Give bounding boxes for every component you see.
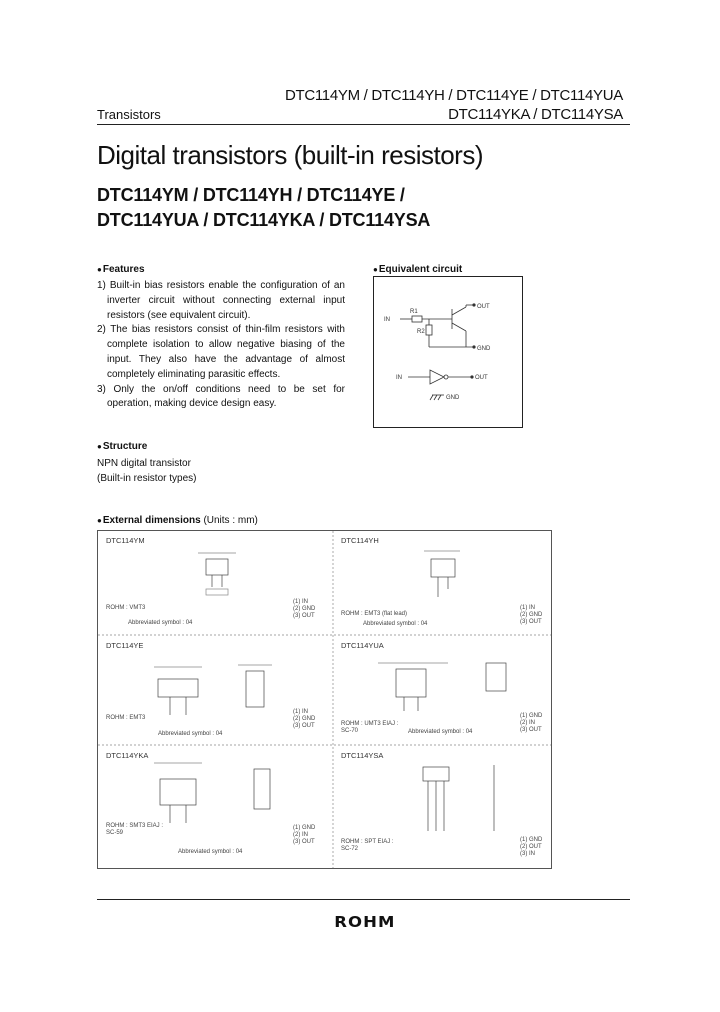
dim-cell-5-pkg: ROHM : SMT3 EIAJ : SC-59 <box>106 823 164 836</box>
features-list <box>97 279 345 412</box>
dim-cell-1-name: DTC114YM <box>106 536 145 545</box>
dim-cell-5-pin-2: (2) IN <box>293 832 308 838</box>
eq-label-r2: R2 <box>417 329 425 335</box>
dim-cell-4-pin-3: (3) OUT <box>520 727 542 733</box>
dim-cell-3-pin-1: (1) IN <box>293 709 308 715</box>
dim-cell-1-pin-2: (2) GND <box>293 606 316 612</box>
dim-cell-3-pin-3: (3) OUT <box>293 723 315 729</box>
external-dimensions-heading <box>97 515 258 526</box>
dim-cell-6-pin-3: (3) IN <box>520 851 535 857</box>
feature-item-1: 1) Built-in bias resistors enable the configuration of an inverter circuit without connecting external input resistors (see equivalent circuit). <box>97 280 345 321</box>
dim-cell-6-pins <box>520 837 542 858</box>
footer-rule <box>97 899 630 900</box>
dim-cell-5-pin-3: (3) OUT <box>293 839 315 845</box>
dim-cell-5-pins <box>293 825 315 846</box>
structure-heading: ● Structure <box>97 441 147 452</box>
dim-cell-2-pin-1: (1) IN <box>520 605 535 611</box>
dimensions-drawings <box>98 531 551 868</box>
eq-label-out-2: OUT <box>475 375 488 381</box>
dim-cell-5-name: DTC114YKA <box>106 751 149 760</box>
dim-cell-1-pin-3: (3) OUT <box>293 613 315 619</box>
dim-cell-3-sym: Abbreviated symbol : 04 <box>158 731 223 737</box>
dim-cell-1-pin-1: (1) IN <box>293 599 308 605</box>
rohm-logo: ROHM <box>334 913 396 931</box>
dim-cell-6-pin-2: (2) OUT <box>520 844 542 850</box>
header-part-numbers-line1: DTC114YM / DTC114YH / DTC114YE / DTC114YUA <box>284 87 623 104</box>
dim-cell-3-pkg: ROHM : EMT3 <box>106 715 146 721</box>
dim-cell-1-pkg: ROHM : VMT3 <box>106 605 146 611</box>
dim-cell-4-pin-2: (2) IN <box>520 720 535 726</box>
dim-cell-1-sym: Abbreviated symbol : 04 <box>128 620 193 626</box>
dim-cell-4-pins <box>520 713 542 734</box>
equivalent-circuit-diagram <box>374 277 522 427</box>
eq-label-gnd-2: GND <box>446 395 460 401</box>
structure-line1: NPN digital transistor <box>97 458 191 469</box>
equivalent-circuit-heading: ● Equivalent circuit <box>373 264 462 275</box>
dim-cell-2-pins <box>520 605 542 626</box>
dim-cell-1-pins <box>293 599 315 620</box>
structure-line2: (Built-in resistor types) <box>97 473 197 484</box>
dim-cell-2-sym: Abbreviated symbol : 04 <box>363 621 428 627</box>
dim-cell-2-pkg: ROHM : EMT3 (flat lead) <box>341 611 408 617</box>
dim-cell-4-name: DTC114YUA <box>341 641 384 650</box>
features-heading: ● Features <box>97 264 145 275</box>
dim-cell-4-pkg: ROHM : UMT3 EIAJ : SC-70 <box>341 721 399 734</box>
equivalent-circuit-box <box>373 276 523 428</box>
header-part-numbers-line2: DTC114YKA / DTC114YSA <box>448 106 623 123</box>
eq-label-gnd: GND <box>477 346 491 352</box>
dim-cell-5-sym: Abbreviated symbol : 04 <box>178 849 243 855</box>
eq-label-out: OUT <box>477 304 490 310</box>
eq-label-in: IN <box>384 317 390 323</box>
dim-cell-4-sym: Abbreviated symbol : 04 <box>408 729 473 735</box>
external-dimensions-title: ● External dimensions <box>97 515 201 526</box>
header-rule <box>97 124 630 125</box>
header-category: Transistors <box>97 107 161 122</box>
subtitle-line2: DTC114YUA / DTC114YKA / DTC114YSA <box>97 210 431 230</box>
dim-cell-6-name: DTC114YSA <box>341 751 384 760</box>
feature-item-3: 3) Only the on/off conditions need to be set for operation, making device design easy. <box>97 383 345 410</box>
subtitle-line1: DTC114YM / DTC114YH / DTC114YE / <box>97 185 405 205</box>
eq-label-r1: R1 <box>410 309 418 315</box>
dim-cell-6-pin-1: (1) GND <box>520 837 543 843</box>
dim-cell-5-pin-1: (1) GND <box>293 825 316 831</box>
page-title: Digital transistors (built-in resistors) <box>97 140 483 170</box>
dim-cell-3-name: DTC114YE <box>106 641 144 650</box>
external-dimensions-units: (Units : mm) <box>203 515 258 526</box>
dim-cell-4-pin-1: (1) GND <box>520 713 543 719</box>
dim-cell-2-name: DTC114YH <box>341 536 379 545</box>
feature-item-2: 2) The bias resistors consist of thin-film resistors with complete isolation to allow negative biasing of the input. They also have the advantage of almost completely eliminating parasitic effects. <box>97 324 345 380</box>
dim-cell-3-pin-2: (2) GND <box>293 716 316 722</box>
eq-label-in-2: IN <box>396 375 402 381</box>
dimensions-box <box>97 530 552 869</box>
dim-cell-2-pin-3: (3) OUT <box>520 619 542 625</box>
dim-cell-6-pkg: ROHM : SPT EIAJ : SC-72 <box>341 839 394 852</box>
dim-cell-2-pin-2: (2) GND <box>520 612 543 618</box>
dim-cell-3-pins <box>293 709 315 730</box>
